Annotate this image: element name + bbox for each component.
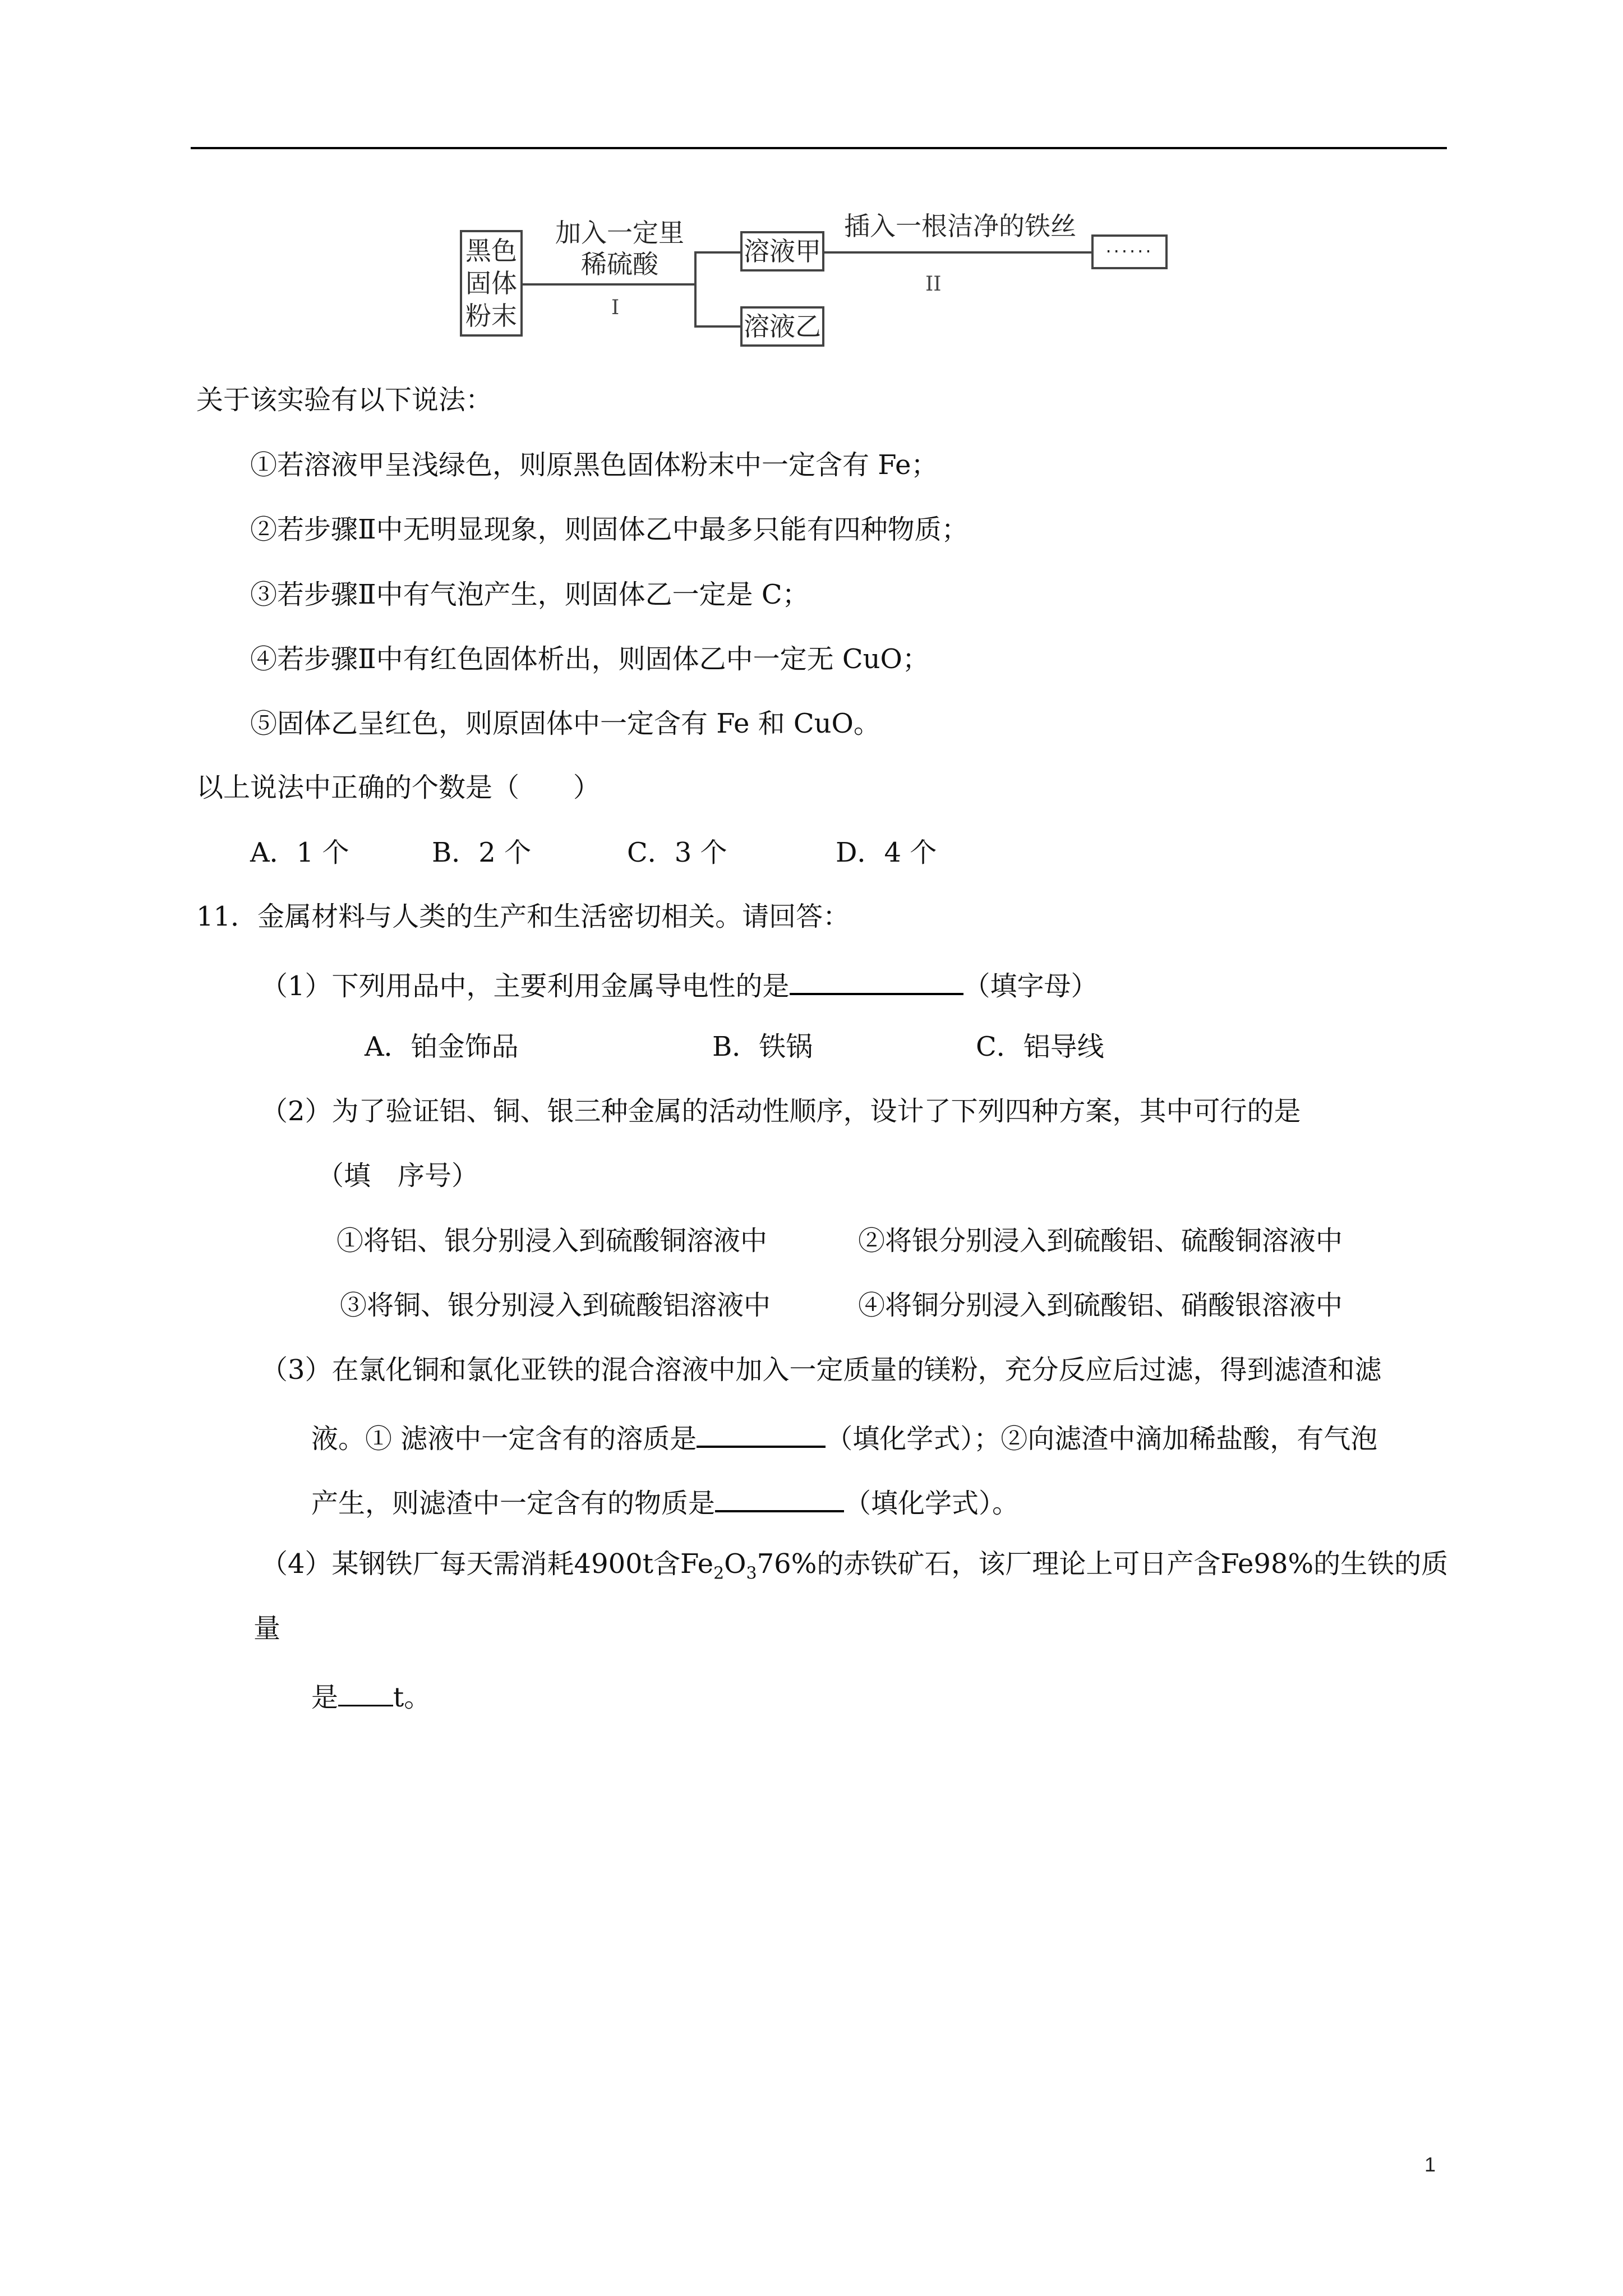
step1-numeral: I <box>611 296 620 319</box>
start-box-line-2: 固体 <box>465 268 517 298</box>
q11-part3-line-2-text: 液。① 滤液中一定含有的溶质是 <box>311 1423 697 1455</box>
step1-label-line-1: 加入一定里 <box>555 218 684 248</box>
q11-part2-line-2: （填 序号） <box>317 1160 479 1191</box>
q11-part3-line-2-suffix: （填化学式）；②向滤渣中滴加稀盐酸，有气泡 <box>826 1423 1378 1455</box>
q10-question: 以上说法中正确的个数是（ ） <box>196 772 601 803</box>
q11-part4-text-a: （4）某钢铁厂每天需消耗4900t含Fe <box>261 1548 714 1580</box>
q11-part3-line-2 <box>311 1421 1378 1455</box>
q11-part2-scheme-3: ③将铜、银分别浸入到硫酸铝溶液中 <box>340 1290 771 1321</box>
q11-part4-line-3 <box>311 1680 431 1711</box>
q11-part3-line-1: （3）在氯化铜和氯化亚铁的混合溶液中加入一定质量的镁粉，充分反应后过滤，得到滤渣和滤 <box>261 1354 1382 1386</box>
q11-part4-line-3-suffix: t。 <box>393 1682 431 1713</box>
q11-part1-option-b: B．铁锅 <box>712 1031 813 1062</box>
q11-part2-scheme-4: ④将铜分别浸入到硫酸铝、硝酸银溶液中 <box>858 1290 1343 1321</box>
step1-label-line-2: 稀硫酸 <box>581 249 658 279</box>
q11-part3-line-3-text: 产生，则滤渣中一定含有的物质是 <box>311 1488 716 1519</box>
q10-statement-5: ⑤固体乙呈红色，则原固体中一定含有 Fe 和 CuO。 <box>250 708 880 739</box>
q11-part4-line-3-text: 是 <box>311 1682 339 1713</box>
q11-part4-sub-2: 3 <box>746 1563 757 1584</box>
start-box-line-1: 黑色 <box>465 236 517 266</box>
connector-main <box>523 283 695 286</box>
q10-statement-3: ③若步骤Ⅱ中有气泡产生，则固体乙一定是 C； <box>250 579 809 610</box>
q10-statement-4: ④若步骤Ⅱ中有红色固体析出，则固体乙中一定无 CuO； <box>250 643 929 675</box>
start-box-line-3: 粉末 <box>465 301 517 331</box>
q11-part1 <box>261 968 1098 1000</box>
q11-part2-scheme-2: ②将银分别浸入到硫酸铝、硫酸铜溶液中 <box>858 1225 1343 1257</box>
connector-to-a <box>694 251 741 254</box>
box-solution-a: 溶液甲 <box>740 231 824 272</box>
end-box: ······ <box>1091 234 1168 269</box>
q10-option-d: D．4 个 <box>836 837 937 868</box>
q11-part1-blank[interactable] <box>790 968 963 995</box>
q11-part4-blank[interactable] <box>338 1680 393 1706</box>
q11-part4-text-b: O <box>724 1548 746 1580</box>
q11-part3-line-3 <box>311 1485 1019 1517</box>
connector-step2 <box>824 251 1092 254</box>
page-number: 1 <box>1424 2153 1436 2176</box>
q11-part1-option-a: A．铂金饰品 <box>365 1031 519 1062</box>
connector-branch-vertical <box>694 251 697 327</box>
q10-option-a: A．1 个 <box>250 837 349 868</box>
q11-part1-suffix: （填字母） <box>963 970 1098 1002</box>
q10-intro: 关于该实验有以下说法： <box>196 384 493 416</box>
connector-to-b <box>694 325 741 328</box>
q10-option-c: C．3 个 <box>627 837 727 868</box>
q11-part4-line-1 <box>261 1550 1448 1582</box>
q10-option-b: B．2 个 <box>432 837 532 868</box>
header-rule <box>191 147 1447 149</box>
q11-part4-text-c: 76%的赤铁矿石，该厂理论上可日产含Fe98%的生铁的质 <box>757 1548 1449 1580</box>
q11-part3-blank-1[interactable] <box>697 1421 826 1448</box>
q11-part3-blank-2[interactable] <box>715 1485 844 1512</box>
step2-numeral: II <box>925 273 942 296</box>
q11-part4-sub-1: 2 <box>713 1563 725 1584</box>
q10-statement-2: ②若步骤Ⅱ中无明显现象，则固体乙中最多只能有四种物质； <box>250 514 969 545</box>
q10-statement-1: ①若溶液甲呈浅绿色，则原黑色固体粉末中一定含有 Fe； <box>250 449 938 481</box>
q11-part3-line-3-suffix: （填化学式）。 <box>844 1488 1020 1519</box>
q11-part4-line-2: 量 <box>253 1613 281 1644</box>
q11-part2-scheme-1: ①将铝、银分别浸入到硫酸铜溶液中 <box>336 1225 768 1257</box>
step2-label: 插入一根洁净的铁丝 <box>844 211 1076 241</box>
box-solution-b: 溶液乙 <box>740 306 824 347</box>
q11-part1-text: （1）下列用品中，主要利用金属导电性的是 <box>261 970 790 1002</box>
q11-stem: 11．金属材料与人类的生产和生活密切相关。请回答： <box>196 901 850 932</box>
q11-part2-line-1: （2）为了验证铝、铜、银三种金属的活动性顺序，设计了下列四种方案，其中可行的是 <box>261 1096 1301 1127</box>
start-box <box>460 230 523 337</box>
q11-part1-option-c: C．铝导线 <box>976 1031 1104 1062</box>
